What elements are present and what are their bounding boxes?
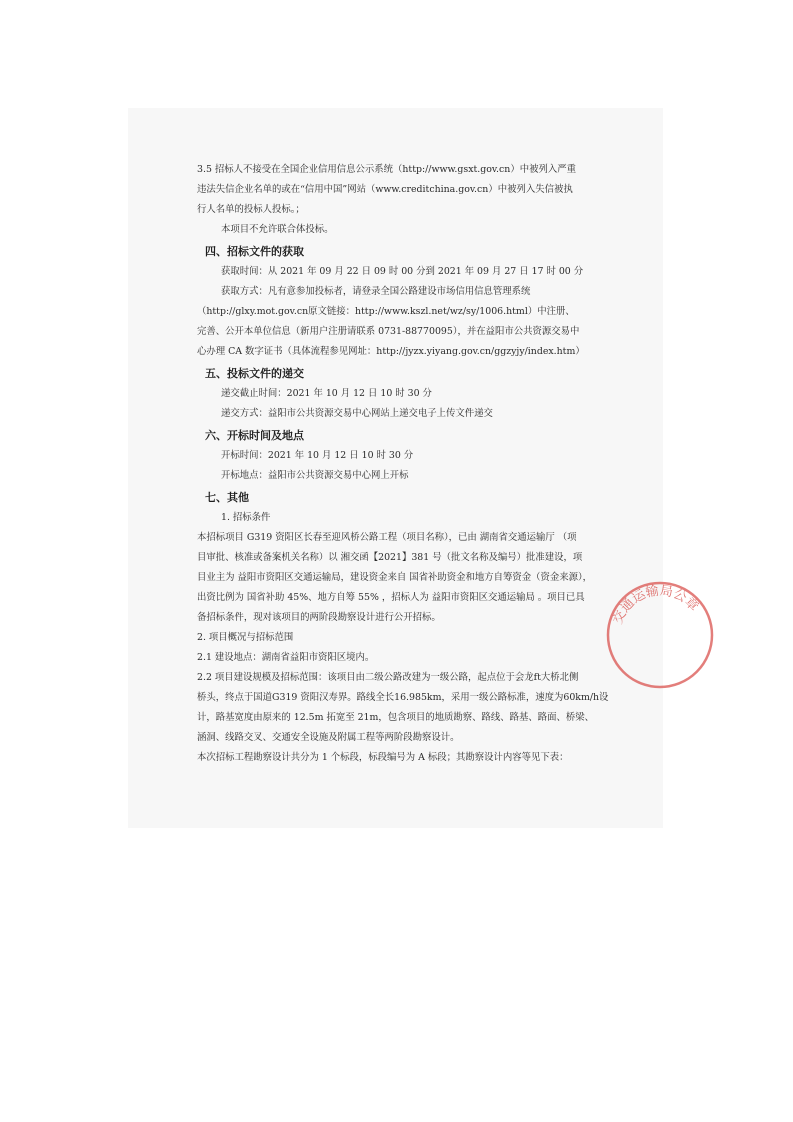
body-text-line: 备招标条件，现对该项目的两阶段勘察设计进行公开招标。: [197, 612, 441, 623]
body-text-line: 递交方式：益阳市公共资源交易中心网站上递交电子上传文件递交: [221, 408, 493, 419]
body-text-line: 目业主为 益阳市资阳区交通运输局，建设资金来自 国省补助资金和地方自筹资金（资金来源），: [197, 572, 593, 583]
body-text-line: 2. 项目概况与招标范围: [197, 632, 294, 643]
section-heading: 五、投标文件的递交: [205, 367, 304, 380]
body-text-line: 违法失信企业名单的或在“信用中国”网站（www.creditchina.gov.cn）中被列入失信被执: [197, 184, 573, 195]
body-text-line: （http://glxy.mot.gov.cn原文链接：http://www.kszl.net/wz/sy/1006.html）中注册、: [197, 306, 575, 317]
body-text-line: 出资比例为 国省补助 45%、地方自筹 55% ，招标人为 益阳市资阳区交通运输局 。项目已具: [197, 592, 585, 603]
document-body: [197, 160, 609, 768]
body-text-line: 涵洞、线路交叉、交通安全设施及附属工程等两阶段勘察设计。: [197, 732, 460, 743]
section-heading: 四、招标文件的获取: [205, 245, 304, 258]
body-text-line: 开标时间：2021 年 10 月 12 日 10 时 30 分: [221, 450, 414, 461]
body-text-line: 获取时间：从 2021 年 09 月 22 日 09 时 00 分到 2021 年 09 月 27 日 17 时 00 分: [221, 266, 584, 277]
body-text-line: 本项目不允许联合体投标。: [221, 224, 334, 235]
official-seal-stamp: [600, 575, 720, 695]
body-text-line: 本招标项目 G319 资阳区长春至迎风桥公路工程（项目名称），已由 湖南省交通运输厅 （项: [197, 532, 577, 543]
body-text-line: 递交截止时间：2021 年 10 月 12 日 10 时 30 分: [221, 388, 432, 399]
body-text-line: 目审批、核准或备案机关名称）以 湘交函【2021】381 号（批文名称及编号）批准建设，项: [197, 552, 583, 563]
body-text-line: 1. 招标条件: [221, 512, 271, 523]
svg-text:交通运输局公章: 交通运输局公章: [610, 583, 702, 627]
body-text-line: 本次招标工程勘察设计共分为 1 个标段，标段编号为 A 标段；其勘察设计内容等见下表：: [197, 752, 569, 763]
body-text-line: 开标地点：益阳市公共资源交易中心网上开标: [221, 470, 409, 481]
body-text-line: 桥头，终点于国道G319 资阳汉寿界。路线全长16.985km，采用一级公路标准，速度为60km/h设: [197, 692, 609, 703]
body-text-line: 2.2 项目建设规模及招标范围：该项目由二级公路改建为一级公路，起点位于会龙ft大桥北侧: [197, 672, 579, 683]
body-text-line: 2.1 建设地点：湖南省益阳市资阳区境内。: [197, 652, 375, 663]
section-heading: 六、开标时间及地点: [205, 429, 304, 442]
body-text-line: 行人名单的投标人投标。；: [197, 204, 305, 215]
body-text-line: 心办理 CA 数字证书（具体流程参见网址：http://jyzx.yiyang.gov.cn/ggzyjy/index.htm）: [197, 346, 585, 357]
body-text-line: 3.5 招标人不接受在全国企业信用信息公示系统（http://www.gsxt.gov.cn）中被列入严重: [197, 164, 576, 175]
body-text-line: 获取方式：凡有意参加投标者，请登录全国公路建设市场信用信息管理系统: [221, 286, 531, 297]
body-text-line: 完善、公开本单位信息（新用户注册请联系 0731-88770095），并在益阳市公共资源交易中: [197, 326, 580, 337]
body-text-line: 计，路基宽度由原来的 12.5m 拓宽至 21m，包含项目的地质勘察、路线、路基、路面、桥梁、: [197, 712, 595, 723]
section-heading: 七、其他: [205, 491, 249, 504]
